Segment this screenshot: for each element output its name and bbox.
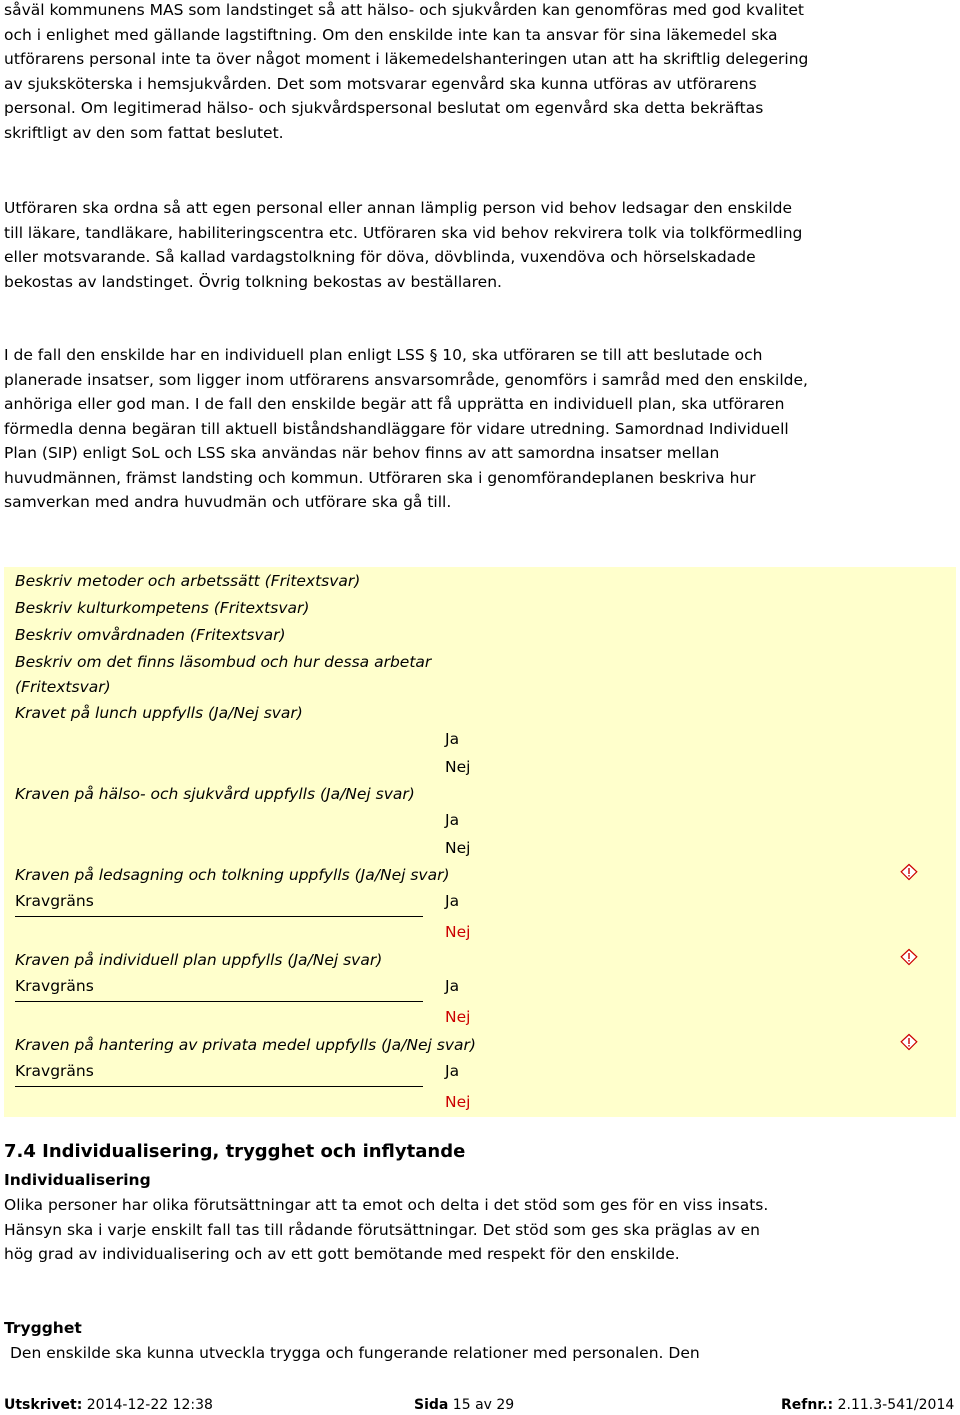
warning-icon [900,863,918,881]
footer-page-number [414,1395,514,1415]
escort-option-no[interactable]: Nej [445,923,471,941]
plan-option-yes[interactable]: Ja [445,977,460,995]
healthcare-option-no[interactable]: Nej [445,839,471,857]
body-paragraph-individual-plan: I de fall den enskilde har en individuell plan enligt LSS § 10, ska utföraren se till att beslutade och planerade insatser, som ligger inom utförarens ansvarsområde, genomförs i samråd med den enskilde, anhöriga eller god man. I de fall den enskilde begär att få upprätta en individuell plan, ska utföraren förmedla denna begäran till aktuell biståndshandläggare för vidare utredning. Samordnad Individuell Plan (SIP) enligt SoL och LSS ska användas när behov finns av att samordna insatser mellan huvudmännen, främst landsting och kommun. Utföraren ska i genomförandeplanen beskriva hur samverkan med andra huvudmän och utförare ska gå till. [4,346,808,511]
plan-option-no[interactable]: Nej [445,1008,471,1026]
question-private-funds: Kraven på hantering av privata medel uppfylls (Ja/Nej svar) [15,1036,476,1054]
section-heading: 7.4 Individualisering, trygghet och inflytande [4,1141,466,1162]
threshold-label: Kravgräns [15,892,94,910]
threshold-label: Kravgräns [15,977,94,995]
subheading-security: Trygghet [4,1319,82,1337]
question-lunch: Kravet på lunch uppfylls (Ja/Nej svar) [15,704,303,722]
lunch-option-no[interactable]: Nej [445,758,471,776]
footer-printed-date [4,1395,213,1415]
subheading-individualisation: Individualisering [4,1171,151,1189]
question-healthcare: Kraven på hälso- och sjukvård uppfylls (Ja/Nej svar) [15,785,415,803]
threshold-line [15,1086,423,1087]
footer-printed-label: Utskrivet: [4,1397,83,1413]
funds-option-no[interactable]: Nej [445,1093,471,1111]
warning-icon [900,1033,918,1051]
body-paragraph-escort-interpreting: Utföraren ska ordna så att egen personal eller annan lämplig person vid behov ledsagar den enskilde till läkare, tandläkare, habiliteringscentra etc. Utföraren ska vid behov rekvirera tolk via tolkförmedling eller motsvarande. Så kallad vardagstolkning för döva, dövblinda, vuxendöva och hörselskadade bekostas av landstinget. Övrig tolkning bekostas av beställaren. [4,199,803,291]
footer-page-label: Sida [414,1397,449,1413]
question-escort-interpreting: Kraven på ledsagning och tolkning uppfylls (Ja/Nej svar) [15,866,450,884]
body-paragraph-security: Den enskilde ska kunna utveckla trygga och fungerande relationer med personalen. Den [10,1344,700,1362]
footer-page-value: 15 av 29 [448,1397,515,1413]
question-cultural-competence[interactable]: Beskriv kulturkompetens (Fritextsvar) [15,599,310,617]
body-paragraph-individualisation: Olika personer har olika förutsättningar att ta emot och delta i det stöd som ges för en viss insats. Hänsyn ska i varje enskilt fall tas till rådande förutsättningar. Det stöd som ges ska präglas av en hög grad av individualisering och av ett gott bemötande med respekt för den enskilde. [4,1196,769,1263]
lunch-option-yes[interactable]: Ja [445,730,460,748]
requirements-form [4,567,956,1117]
threshold-label: Kravgräns [15,1062,94,1080]
warning-icon [900,948,918,966]
footer-ref-value: 2.11.3-541/2014 [833,1397,955,1413]
funds-option-yes[interactable]: Ja [445,1062,460,1080]
question-individual-plan: Kraven på individuell plan uppfylls (Ja/Nej svar) [15,951,383,969]
threshold-line [15,1001,423,1002]
healthcare-option-yes[interactable]: Ja [445,811,460,829]
question-nursing-care[interactable]: Beskriv omvårdnaden (Fritextsvar) [15,626,286,644]
footer-ref-label: Refnr.: [781,1397,834,1413]
question-reading-ombudsman[interactable]: Beskriv om det finns läsombud och hur dessa arbetar (Fritextsvar) [15,653,432,696]
body-paragraph-medication: såväl kommunens MAS som landstinget så att hälso- och sjukvården kan genomföras med god kvalitet och i enlighet med gällande lagstiftning. Om den enskilde inte kan ta ansvar för sina läkemedel ska utförarens personal inte ta över något moment i läkemedelshanteringen utan att ha skriftlig delegering av sjuksköterska i hemsjukvården. Det som motsvarar egenvård ska kunna utföras av utförarens personal. Om legitimerad hälso- och sjukvårdspersonal beslutat om egenvård ska detta bekräftas skriftligt av den som fattat beslutet. [4,1,809,142]
question-methods[interactable]: Beskriv metoder och arbetssätt (Fritextsvar) [15,572,361,590]
escort-option-yes[interactable]: Ja [445,892,460,910]
threshold-line [15,916,423,917]
footer-reference [781,1395,954,1415]
footer-printed-value: 2014-12-22 12:38 [82,1397,213,1413]
